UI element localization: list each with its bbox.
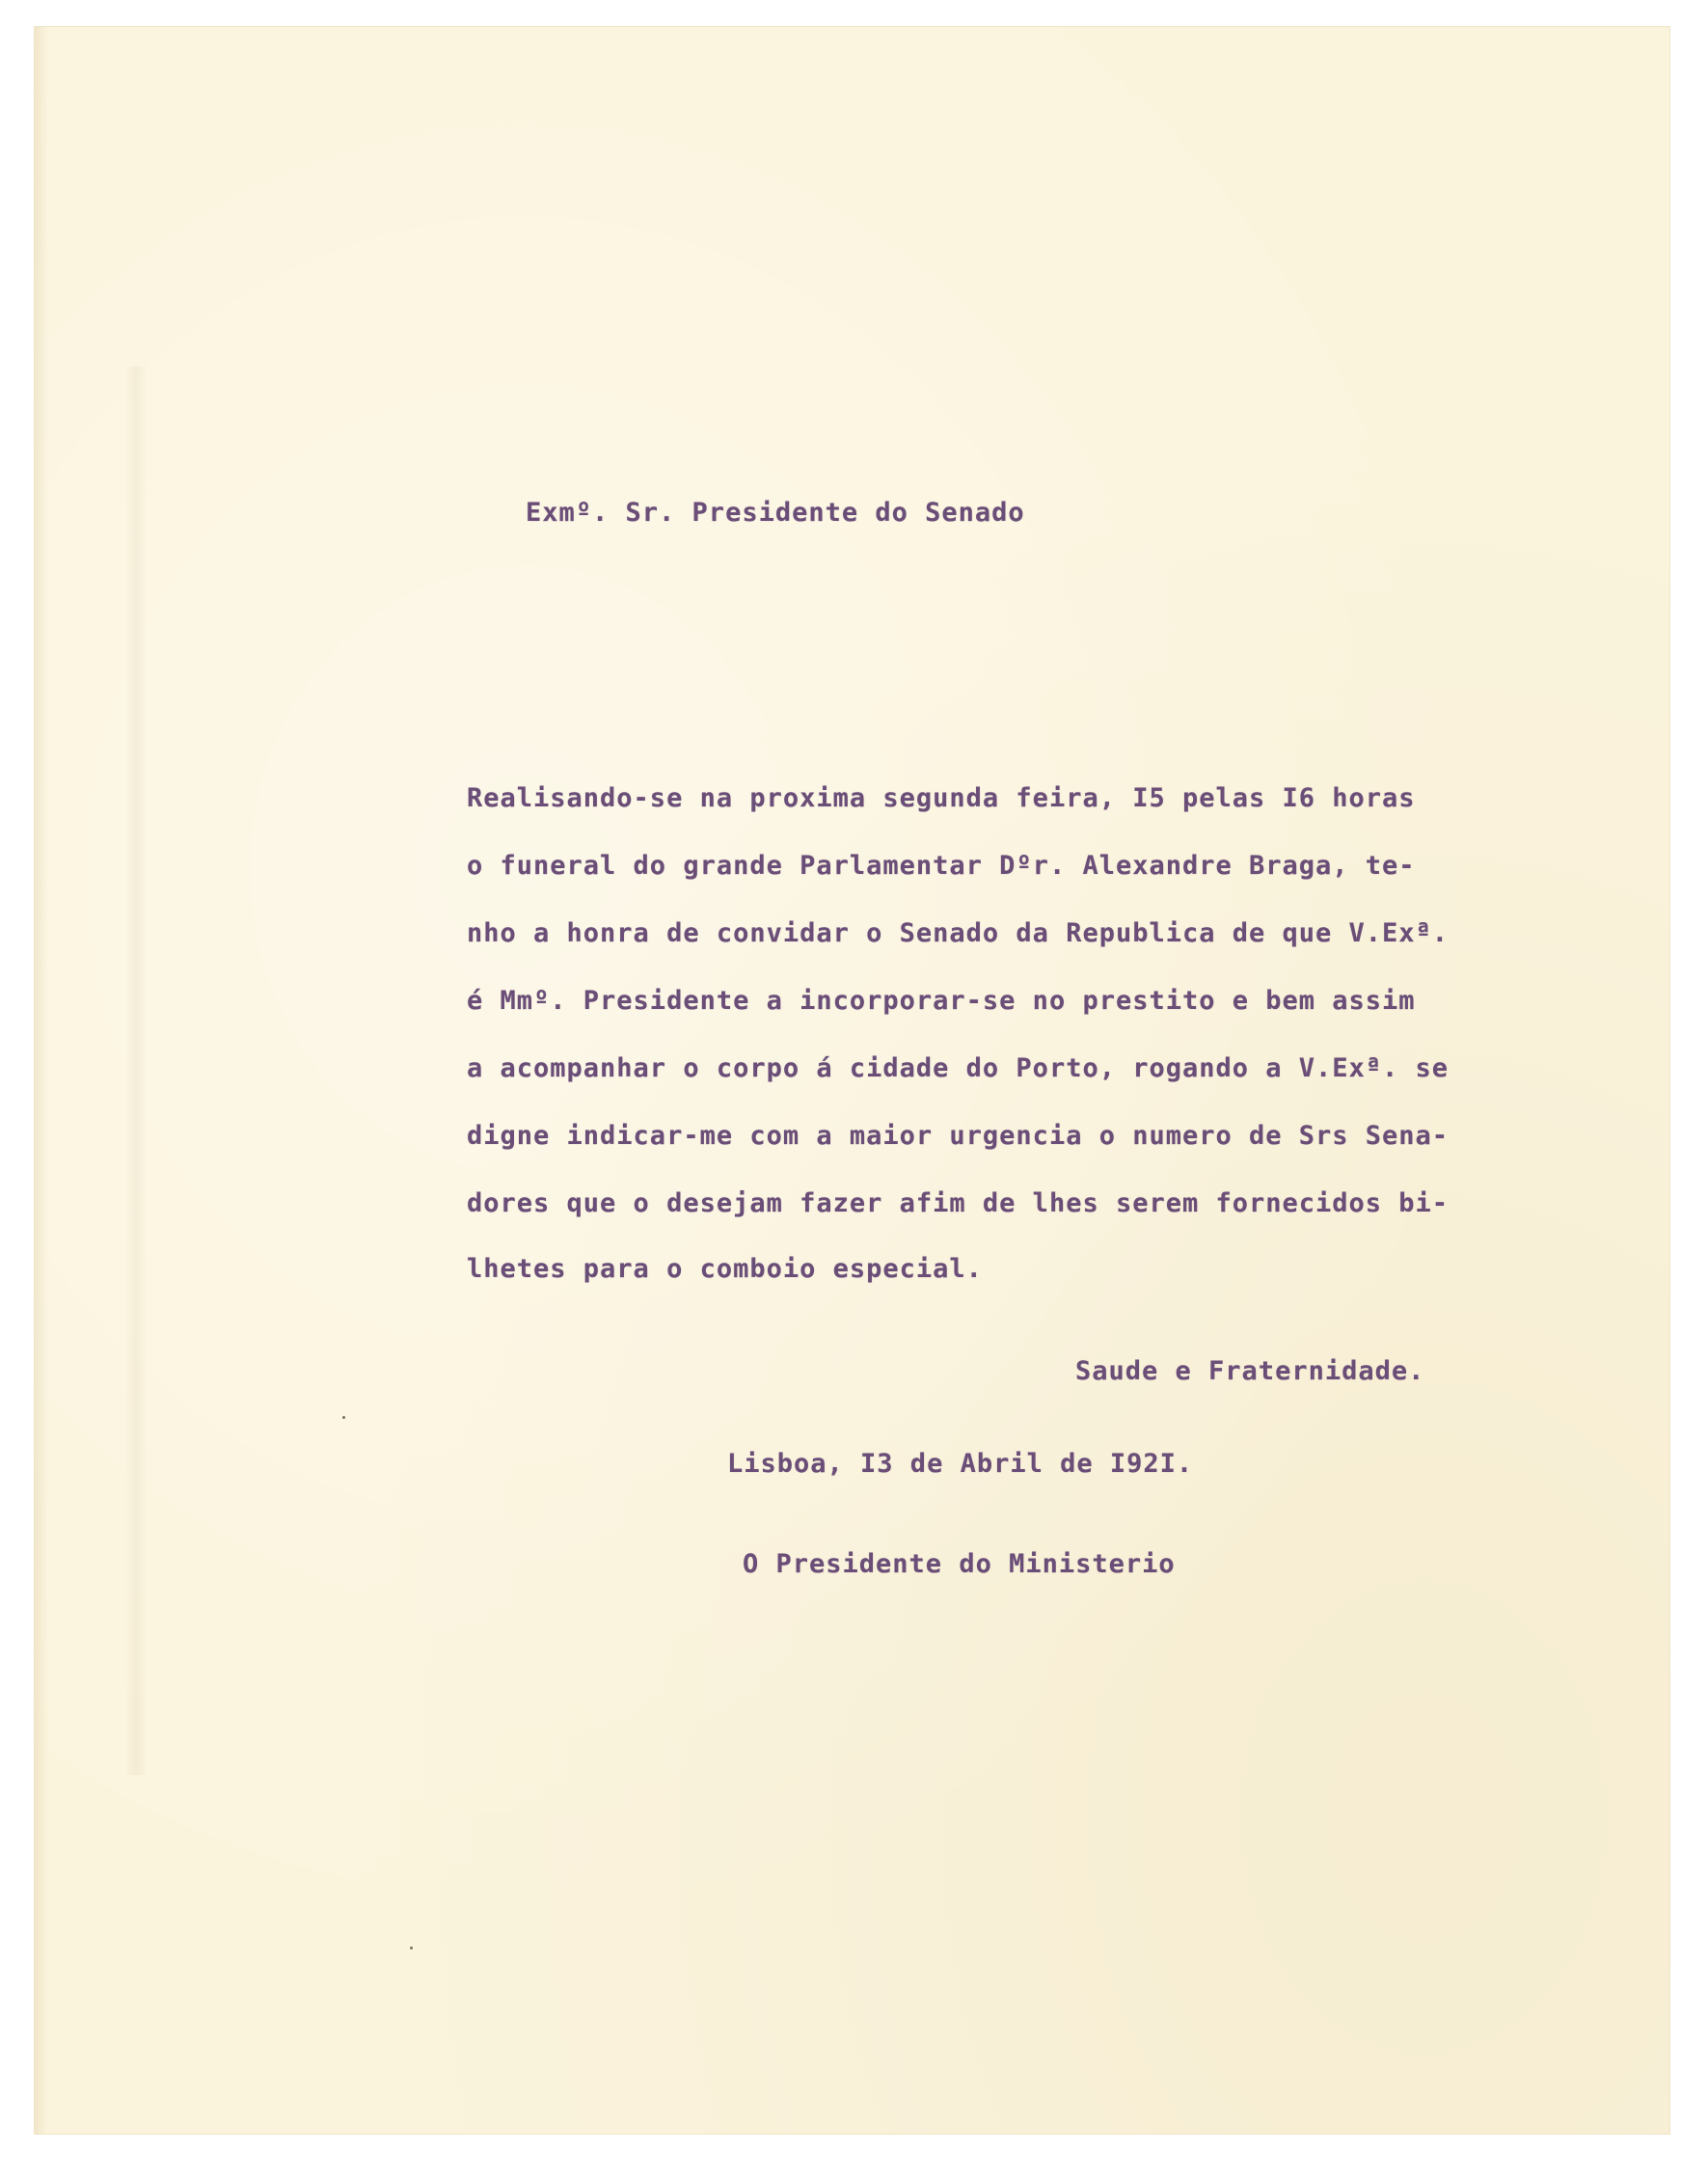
body-line: a acompanhar o corpo á cidade do Porto, rogando a V.Exª. se [467, 1053, 1450, 1083]
place-date-line: Lisboa, I3 de Abril de I92I. [727, 1449, 1194, 1479]
paper-speck [410, 1947, 413, 1949]
salutation: Exmº. Sr. Presidente do Senado [526, 498, 1025, 528]
body-line: é Mmº. Presidente a incorporar-se no prestito e bem assim [467, 986, 1416, 1016]
body-line: o funeral do grande Parlamentar Dºr. Alexandre Braga, te- [467, 851, 1416, 881]
signatory-line: O Presidente do Ministerio [743, 1549, 1176, 1579]
body-line: Realisando-se na proxima segunda feira, I5 pelas I6 horas [467, 783, 1416, 813]
body-line: lhetes para o comboio especial. [467, 1254, 983, 1284]
closing-line: Saude e Fraternidade. [1075, 1356, 1425, 1386]
body-line: digne indicar-me com a maior urgencia o numero de Srs Sena- [467, 1121, 1450, 1151]
body-line: dores que o desejam fazer afim de lhes serem fornecidos bi- [467, 1188, 1450, 1218]
body-line: nho a honra de convidar o Senado da Republica de que V.Exª. [467, 918, 1450, 948]
paper-speck [342, 1416, 345, 1419]
